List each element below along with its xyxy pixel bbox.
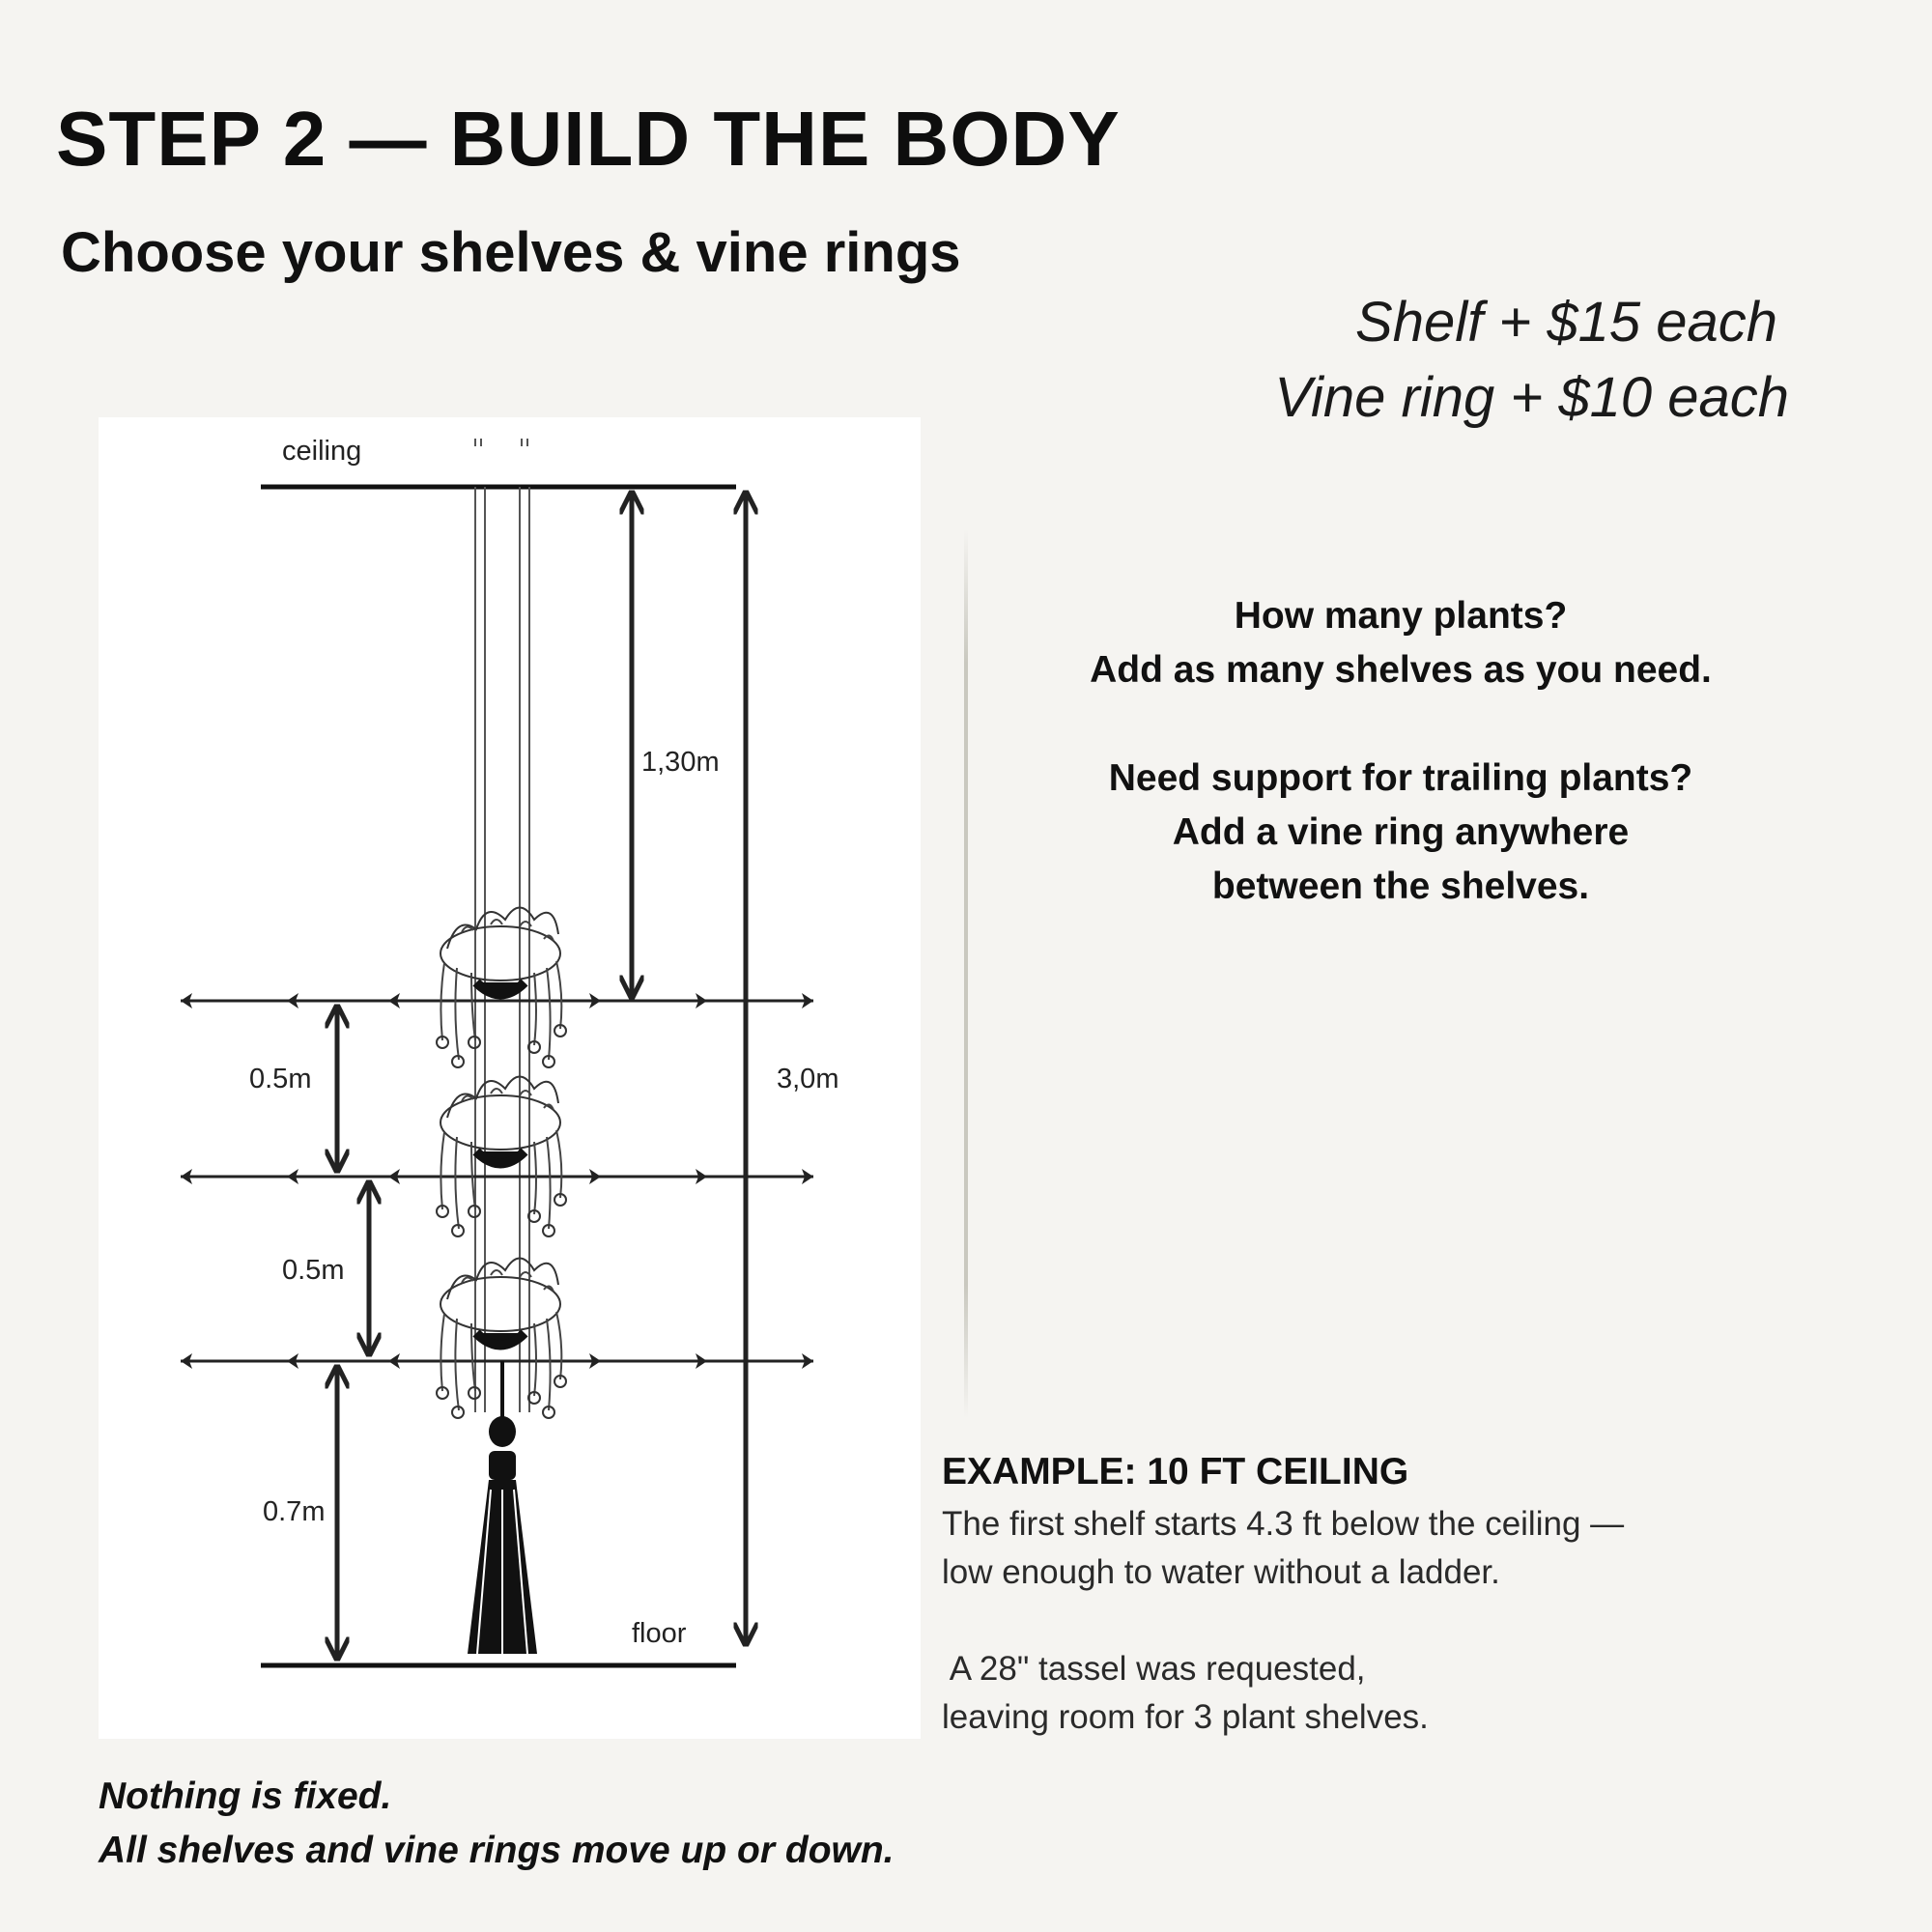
ceiling-label: ceiling (282, 436, 362, 467)
shelf-2 (181, 1169, 813, 1184)
info-line: between the shelves. (1211, 866, 1590, 907)
info-line: Add a vine ring anywhere (1172, 811, 1630, 853)
info-line: Add as many shelves as you need. (1090, 649, 1712, 691)
dim-bottom-label: 0.7m (263, 1496, 326, 1527)
footer-line: All shelves and vine rings move up or down. (99, 1830, 895, 1871)
info-block-plants (1014, 589, 1787, 697)
vine-ring-price: Vine ring + $10 each (1274, 366, 1789, 429)
plant-2 (437, 1077, 566, 1237)
page-title: STEP 2 — BUILD THE BODY (56, 96, 1121, 182)
example-text: The first shelf starts 4.3 ft below the ceiling — (942, 1505, 1625, 1543)
example-text: A 28" tassel was requested, (942, 1650, 1366, 1688)
plant-1 (437, 908, 566, 1068)
footer-line: Nothing is fixed. (99, 1776, 392, 1817)
dim-total-label: 3,0m (777, 1064, 839, 1094)
dim-gap2-label: 0.5m (282, 1255, 345, 1286)
vertical-divider (964, 529, 968, 1418)
hanger-diagram-svg (99, 417, 921, 1739)
dim-top-label: 1,30m (641, 747, 720, 778)
dim-gap1-label: 0.5m (249, 1064, 312, 1094)
example-heading: EXAMPLE: 10 FT CEILING (942, 1451, 1409, 1492)
example-text: leaving room for 3 plant shelves. (942, 1698, 1429, 1736)
floor-label: floor (632, 1618, 687, 1649)
hanger-diagram (99, 417, 921, 1739)
page-subtitle: Choose your shelves & vine rings (61, 221, 961, 284)
shelf-3 (181, 1353, 813, 1369)
shelf-price: Shelf + $15 each (1355, 291, 1777, 354)
footer-note (99, 1770, 895, 1878)
info-block-vines (1014, 752, 1787, 914)
info-line: Need support for trailing plants? (1108, 757, 1693, 799)
example-text: low enough to water without a ladder. (942, 1553, 1500, 1591)
info-line: How many plants? (1234, 595, 1568, 637)
tassel (468, 1361, 537, 1654)
